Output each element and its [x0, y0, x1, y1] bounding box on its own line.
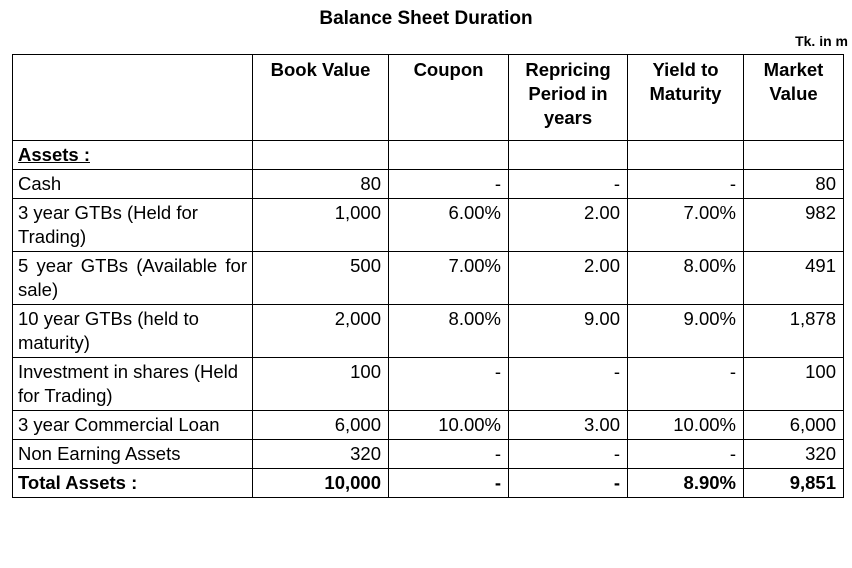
market-value-cell: 491 [744, 252, 844, 305]
book-value-cell: 1,000 [253, 199, 389, 252]
row-label: Investment in shares (Held for Trading) [13, 358, 253, 411]
balance-sheet-table [12, 54, 844, 498]
ytm-cell: 10.00% [628, 411, 744, 440]
row-label: Non Earning Assets [13, 440, 253, 469]
coupon-cell: 6.00% [389, 199, 509, 252]
coupon-cell: 8.00% [389, 305, 509, 358]
page-title: Balance Sheet Duration [319, 8, 533, 29]
book-value-cell: 6,000 [253, 411, 389, 440]
market-value-cell: 982 [744, 199, 844, 252]
coupon-cell: - [389, 440, 509, 469]
total-market-value: 9,851 [744, 469, 844, 498]
total-row [13, 469, 844, 498]
book-value-cell: 2,000 [253, 305, 389, 358]
coupon-cell: - [389, 170, 509, 199]
header-row [13, 55, 844, 141]
header-book-value: Book Value [253, 55, 389, 141]
total-label: Total Assets : [13, 469, 253, 498]
header-repricing: Repricing Period in years [509, 55, 628, 141]
total-repricing: - [509, 469, 628, 498]
table-row [13, 170, 844, 199]
book-value-cell: 100 [253, 358, 389, 411]
market-value-cell: 1,878 [744, 305, 844, 358]
ytm-cell: 9.00% [628, 305, 744, 358]
ytm-cell: 7.00% [628, 199, 744, 252]
repricing-cell: 9.00 [509, 305, 628, 358]
table-row [13, 411, 844, 440]
repricing-cell: - [509, 440, 628, 469]
total-ytm: 8.90% [628, 469, 744, 498]
coupon-cell: 10.00% [389, 411, 509, 440]
header-coupon: Coupon [389, 55, 509, 141]
repricing-cell: - [509, 358, 628, 411]
section-row [13, 141, 844, 170]
market-value-cell: 6,000 [744, 411, 844, 440]
section-label: Assets : [13, 141, 253, 170]
table-row [13, 358, 844, 411]
table-row [13, 305, 844, 358]
market-value-cell: 100 [744, 358, 844, 411]
market-value-cell: 320 [744, 440, 844, 469]
repricing-cell: 3.00 [509, 411, 628, 440]
row-label: 3 year Commercial Loan [13, 411, 253, 440]
market-value-cell: 80 [744, 170, 844, 199]
repricing-cell: 2.00 [509, 252, 628, 305]
header-market-value: Market Value [744, 55, 844, 141]
header-label [13, 55, 253, 141]
table-row [13, 252, 844, 305]
row-label: 5 year GTBs (Available for sale) [13, 252, 253, 305]
total-book-value: 10,000 [253, 469, 389, 498]
ytm-cell: - [628, 440, 744, 469]
row-label: Cash [13, 170, 253, 199]
row-label: 10 year GTBs (held to maturity) [13, 305, 253, 358]
book-value-cell: 500 [253, 252, 389, 305]
row-label: 3 year GTBs (Held for Trading) [13, 199, 253, 252]
ytm-cell: - [628, 170, 744, 199]
ytm-cell: 8.00% [628, 252, 744, 305]
total-coupon: - [389, 469, 509, 498]
coupon-cell: - [389, 358, 509, 411]
table-row [13, 199, 844, 252]
book-value-cell: 320 [253, 440, 389, 469]
repricing-cell: 2.00 [509, 199, 628, 252]
book-value-cell: 80 [253, 170, 389, 199]
repricing-cell: - [509, 170, 628, 199]
header-ytm: Yield to Maturity [628, 55, 744, 141]
unit-label: Tk. in m [795, 33, 848, 49]
ytm-cell: - [628, 358, 744, 411]
table-row [13, 440, 844, 469]
coupon-cell: 7.00% [389, 252, 509, 305]
